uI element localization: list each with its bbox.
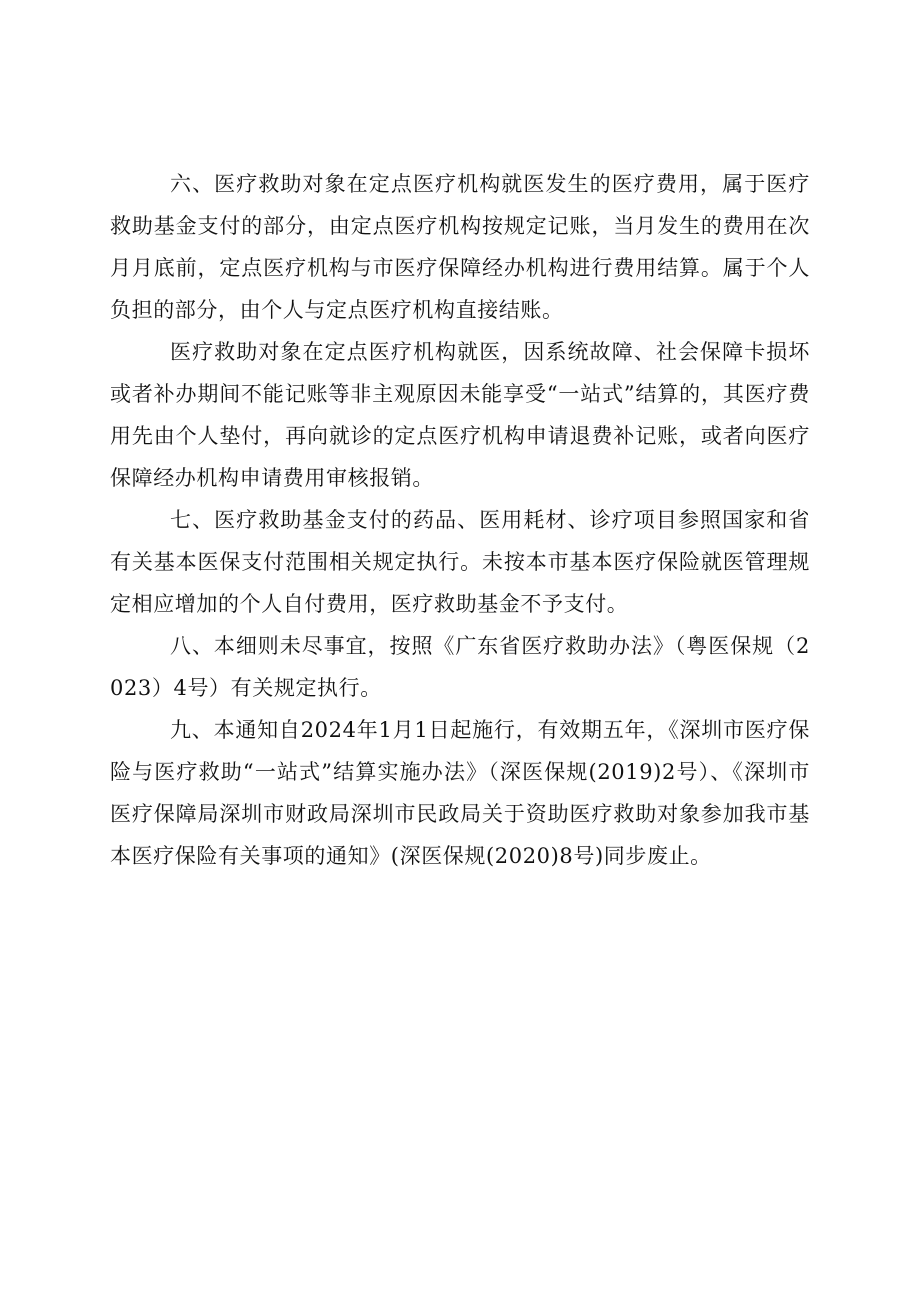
paragraph-article-six-supplement: 医疗救助对象在定点医疗机构就医，因系统故障、社会保障卡损坏或者补办期间不能记账等非主观原因未能享受“一站式”结算的，其医疗费用先由个人垫付，再向就诊的定点医疗机构申请退费补记账，或者向医疗保障经办机构申请费用审核报销。 [110, 340, 810, 490]
paragraph-article-seven: 七、医疗救助基金支付的药品、医用耗材、诊疗项目参照国家和省有关基本医保支付范围相关规定执行。未按本市基本医疗保险就医管理规定相应增加的个人自付费用，医疗救助基金不予支付。 [110, 508, 810, 616]
document-body [110, 163, 810, 877]
paragraph-article-nine: 九、本通知自2024年1月1日起施行，有效期五年，《深圳市医疗保险与医疗救助“一站式”结算实施办法》（深医保规(2019)2号）、《深圳市医疗保障局深圳市财政局深圳市民政局关于资助医疗救助对象参加我市基本医疗保险有关事项的通知》(深医保规(2020)8号)同步废止。 [110, 718, 810, 868]
paragraph-article-six: 六、医疗救助对象在定点医疗机构就医发生的医疗费用，属于医疗救助基金支付的部分，由定点医疗机构按规定记账，当月发生的费用在次月月底前，定点医疗机构与市医疗保障经办机构进行费用结算。属于个人负担的部分，由个人与定点医疗机构直接结账。 [110, 172, 810, 322]
paragraph-article-eight: 八、本细则未尽事宜，按照《广东省医疗救助办法》（粤医保规（2023）4号）有关规定执行。 [110, 634, 810, 700]
